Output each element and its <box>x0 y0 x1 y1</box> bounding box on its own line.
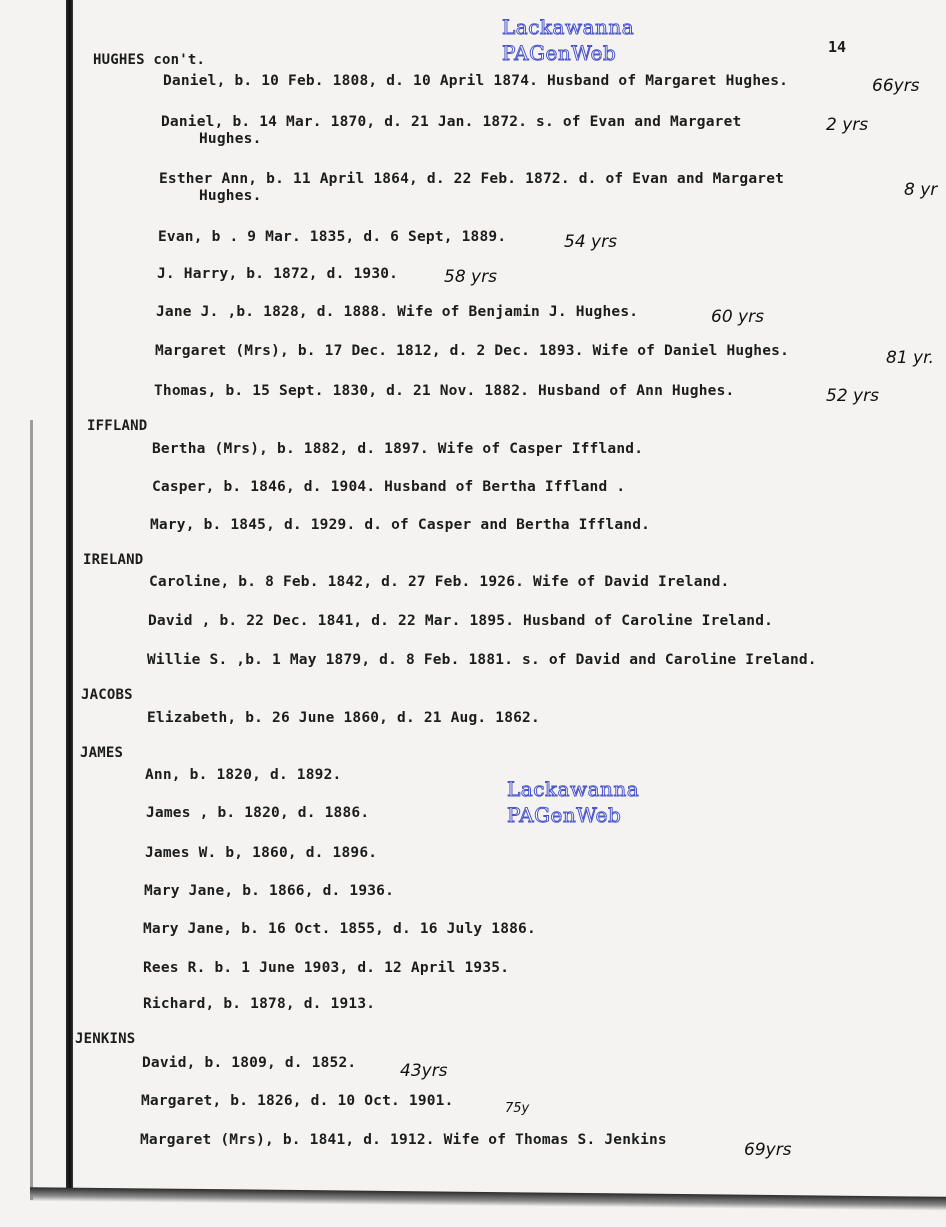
handwritten-age-note: 66yrs <box>872 76 920 96</box>
watermark-line1: Lackawanna <box>502 15 635 39</box>
surname-heading-jacobs: JACOBS <box>81 687 133 703</box>
entry-line: David , b. 22 Dec. 1841, d. 22 Mar. 1895. Husband of Caroline Ireland. <box>148 613 774 629</box>
entry-line: Elizabeth, b. 26 June 1860, d. 21 Aug. 1862. <box>147 710 540 726</box>
handwritten-age-note: 54 yrs <box>564 232 617 252</box>
handwritten-age-note: 69yrs <box>744 1140 792 1160</box>
entry-line: Mary, b. 1845, d. 1929. d. of Casper and Bertha Iffland. <box>150 517 651 533</box>
entry-line: J. Harry, b. 1872, d. 1930. <box>157 266 399 282</box>
handwritten-age-note: 81 yr. <box>886 348 934 368</box>
handwritten-age-note: 75y <box>505 1101 530 1116</box>
entry-line: Mary Jane, b. 16 Oct. 1855, d. 16 July 1886. <box>143 921 536 937</box>
entry-line: Caroline, b. 8 Feb. 1842, d. 27 Feb. 1926. Wife of David Ireland. <box>149 574 730 590</box>
binding-edge <box>66 0 73 1195</box>
handwritten-age-note: 2 yrs <box>826 115 869 135</box>
entry-line: James W. b, 1860, d. 1896. <box>145 845 378 861</box>
entry-line: Casper, b. 1846, d. 1904. Husband of Bertha Iffland . <box>152 479 626 495</box>
entry-line: Willie S. ,b. 1 May 1879, d. 8 Feb. 1881. s. of David and Caroline Ireland. <box>147 652 817 668</box>
handwritten-age-note: 60 yrs <box>711 307 764 327</box>
entry-line-continuation: Hughes. <box>199 188 262 204</box>
surname-heading-jenkins: JENKINS <box>75 1031 136 1047</box>
entry-line: Margaret (Mrs), b. 1841, d. 1912. Wife of Thomas S. Jenkins <box>140 1132 667 1148</box>
entry-line: Margaret (Mrs), b. 17 Dec. 1812, d. 2 Dec. 1893. Wife of Daniel Hughes. <box>155 343 790 359</box>
entry-line: Jane J. ,b. 1828, d. 1888. Wife of Benjamin J. Hughes. <box>156 304 639 320</box>
bottom-shadow <box>30 1187 946 1211</box>
handwritten-age-note: 43yrs <box>400 1061 448 1081</box>
entry-line: David, b. 1809, d. 1852. <box>142 1055 357 1071</box>
surname-heading-hughes: HUGHES con't. <box>93 52 206 68</box>
entry-line-continuation: Hughes. <box>199 131 262 147</box>
surname-heading-james: JAMES <box>80 745 124 761</box>
entry-line: Bertha (Mrs), b. 1882, d. 1897. Wife of Casper Iffland. <box>152 441 644 457</box>
entry-line: Richard, b. 1878, d. 1913. <box>143 996 376 1012</box>
entry-line: Margaret, b. 1826, d. 10 Oct. 1901. <box>141 1093 454 1109</box>
entry-line: Mary Jane, b. 1866, d. 1936. <box>144 883 395 899</box>
watermark-line1: Lackawanna <box>507 777 640 801</box>
entry-line: Daniel, b. 10 Feb. 1808, d. 10 April 1874. Husband of Margaret Hughes. <box>163 73 789 89</box>
watermark-line2: PAGenWeb <box>507 803 622 827</box>
entry-line: Evan, b . 9 Mar. 1835, d. 6 Sept, 1889. <box>158 229 507 245</box>
surname-heading-iffland: IFFLAND <box>87 418 148 434</box>
watermark-top <box>502 14 634 66</box>
handwritten-age-note: 8 yr <box>904 180 938 200</box>
handwritten-age-note: 58 yrs <box>444 267 497 287</box>
entry-line: Ann, b. 1820, d. 1892. <box>145 767 342 783</box>
watermark-line2: PAGenWeb <box>502 41 617 65</box>
binding-shadow <box>30 420 33 1200</box>
entry-line: Daniel, b. 14 Mar. 1870, d. 21 Jan. 1872. s. of Evan and Margaret <box>161 114 742 130</box>
page-number: 14 <box>828 38 847 56</box>
surname-heading-ireland: IRELAND <box>83 552 144 568</box>
entry-line: Thomas, b. 15 Sept. 1830, d. 21 Nov. 1882. Husband of Ann Hughes. <box>154 383 735 399</box>
entry-line: Rees R. b. 1 June 1903, d. 12 April 1935. <box>143 960 510 976</box>
handwritten-age-note: 52 yrs <box>826 386 879 406</box>
entry-line: James , b. 1820, d. 1886. <box>146 805 370 821</box>
watermark-middle <box>507 776 639 828</box>
entry-line: Esther Ann, b. 11 April 1864, d. 22 Feb. 1872. d. of Evan and Margaret <box>159 171 785 187</box>
